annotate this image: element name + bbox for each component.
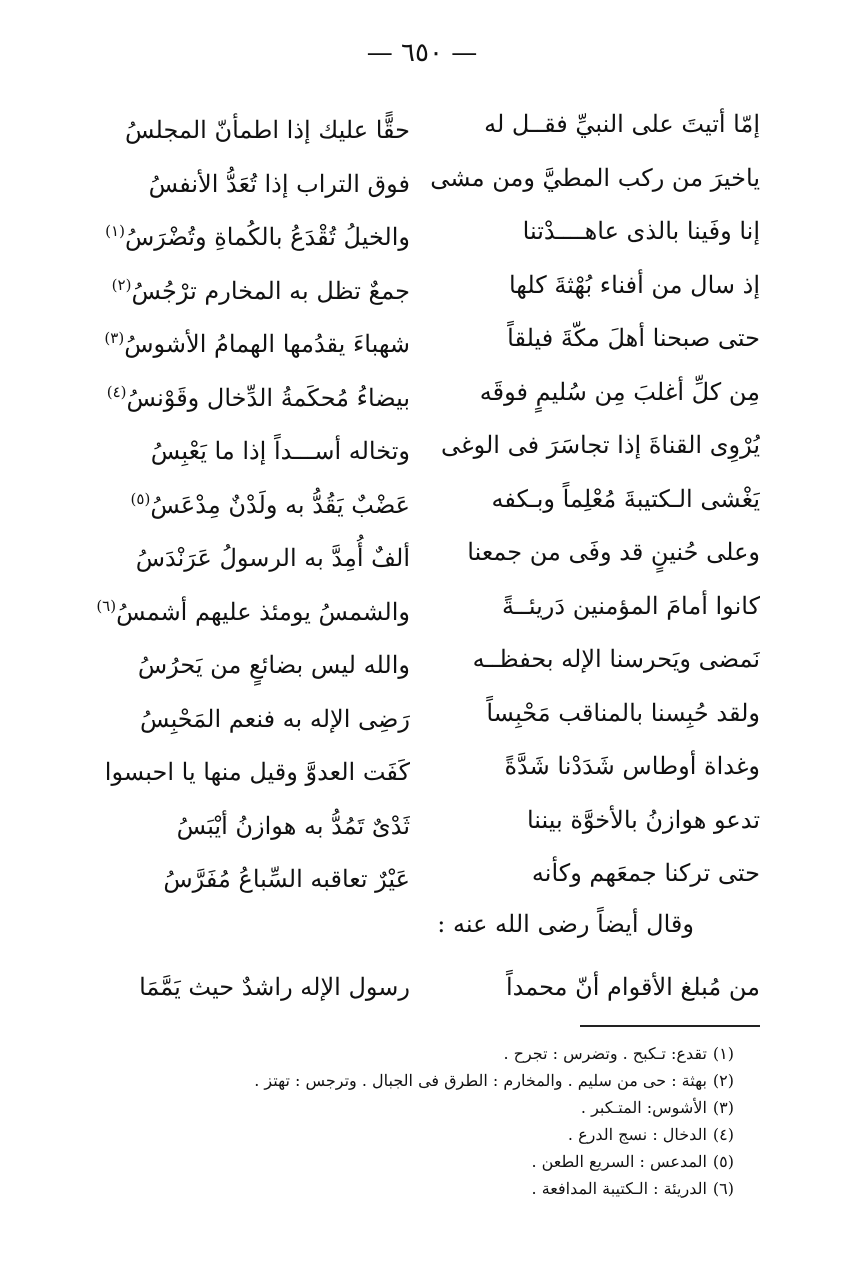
footnote-ref: (٤) xyxy=(106,382,127,401)
verse-first-hemistich: حتى صبحنا أهلَ مكّةَ فيلقاً xyxy=(507,324,760,352)
verse-first-hemistich: ولقد حُبِسنا بالمناقب مَحْبِساً xyxy=(486,698,760,727)
footnote-ref: (٥) xyxy=(130,489,151,508)
footnote-number: (٤) xyxy=(712,1125,734,1144)
hemistich-text: عَضْبٌ يَقُدُّ به ولَدْنٌ مِدْعَسُ xyxy=(150,490,410,519)
footnotes xyxy=(114,1040,734,1202)
hemistich-text: فوق التراب إذا تُعَدُّ الأنفسُ xyxy=(148,169,410,198)
hemistich-text: والشمسُ يومئذ عليهم أشمسُ xyxy=(116,597,410,626)
verse-second-hemistich xyxy=(70,205,410,265)
footnote xyxy=(114,1067,734,1094)
verse-first-hemistich: تدعو هوازنُ بالأخوَّة بيننا xyxy=(526,805,760,834)
verse-second-hemistich xyxy=(70,366,410,426)
page-number: — ٦٥٠ — xyxy=(366,38,478,68)
footnote xyxy=(114,1121,734,1148)
verse xyxy=(70,366,760,420)
verse-first-hemistich: يَغْشى الـكتيبةَ مُعْلِماً وبـكفه xyxy=(491,484,760,513)
footnote-ref: (٣) xyxy=(104,329,125,347)
verse-second-hemistich xyxy=(70,633,410,693)
footnote-number: (٥) xyxy=(712,1152,734,1171)
verse-first-hemistich: ياخيرَ من ركب المطيَّ ومن مشى xyxy=(430,163,760,192)
footnote xyxy=(114,1148,734,1175)
verse-first-hemistich: وغداة أوطاس شَدَدْنا شَدَّةً xyxy=(504,752,760,780)
footnote-number: (١) xyxy=(712,1044,734,1063)
footnote-text: تقدع: تـكبح . وتضرس : تجرح . xyxy=(503,1044,707,1063)
verse-first-hemistich: إذ سال من أفناء بُهْثةَ كلها xyxy=(508,270,760,299)
verse-second-hemistich: رسول الإله راشدٌ حيث يَمَّمَا xyxy=(139,973,410,1001)
verse xyxy=(70,960,760,1014)
hemistich-text: شهباءَ يقدُمها الهمامُ الأشوسُ xyxy=(124,330,410,358)
hemistich-text: والخيلُ تُقْدَعُ بالكُماةِ وتُضْرَسُ xyxy=(124,223,410,251)
verse-first-hemistich: مِن كلِّ أغلبَ مِن سُليمٍ فوقَه xyxy=(479,377,760,406)
verse xyxy=(70,847,760,901)
verse-second-hemistich xyxy=(70,794,410,854)
verse xyxy=(70,259,760,313)
verse-second-hemistich xyxy=(70,152,410,212)
verse-second-hemistich xyxy=(70,847,410,907)
verse-first-hemistich: نَمضى ويَحرسنا الإله بحفظــه xyxy=(472,645,760,673)
verse xyxy=(70,312,760,366)
verse-first-hemistich: إمّا أتيتَ على النبيِّ فقــل له xyxy=(484,110,760,138)
footnote-text: الأشوس: المتـكبر . xyxy=(580,1098,707,1117)
hemistich-text: ثَدْىٌ تَمُدُّ به هوازنُ أيْبَسُ xyxy=(176,811,410,840)
verse-first-hemistich: إنا وفَينا بالذى عاهــــدْتنا xyxy=(522,217,760,245)
footnote xyxy=(114,1175,734,1202)
verse-second-hemistich xyxy=(70,312,410,372)
verse-second-hemistich xyxy=(70,473,410,533)
hemistich-text: حقًّا عليك إذا اطمأنّ المجلسُ xyxy=(124,116,410,144)
verse-second-hemistich xyxy=(70,259,410,319)
footnote-number: (٦) xyxy=(712,1179,734,1198)
hemistich-text: رَضِى الإله به فنعم المَحْبِسُ xyxy=(139,704,410,733)
verse-second-hemistich xyxy=(70,419,410,479)
verse xyxy=(70,580,760,634)
footnote-text: الدريئة : الـكتيبة المدافعة . xyxy=(531,1179,707,1198)
footnote-ref: (٦) xyxy=(96,596,117,615)
poem-intro: وقال أيضاً رضى الله عنه : xyxy=(437,910,694,938)
footnote-ref: (٢) xyxy=(111,275,132,294)
verse-first-hemistich: كانوا أمامَ المؤمنين دَريئــةً xyxy=(501,591,760,620)
verse xyxy=(70,687,760,741)
hemistich-text: ألفٌ أُمِدَّ به الرسولُ عَرَنْدَسُ xyxy=(135,544,410,572)
poem xyxy=(70,98,760,901)
hemistich-text: بيضاءُ مُحكَمةُ الدِّخال وقَوْنسُ xyxy=(126,383,410,412)
verse-first-hemistich: وعلى حُنينٍ قد وفَى من جمعنا xyxy=(467,538,760,566)
hemistich-text: كَفَت العدوَّ وقيل منها يا احبسوا xyxy=(104,758,410,786)
hemistich-text: جمعٌ تظل به المخارم ترْجُسُ xyxy=(131,276,410,305)
footnote-ref: (١) xyxy=(105,222,125,240)
verse xyxy=(70,633,760,687)
verse xyxy=(70,205,760,259)
verse-second-hemistich xyxy=(70,98,410,158)
verse xyxy=(70,98,760,152)
footnote-text: المدعس : السريع الطعن . xyxy=(531,1152,707,1171)
verse-first-hemistich: يُرْوِى القناةَ إذا تجاسَرَ فى الوغى xyxy=(441,431,760,459)
hemistich-text: وتخاله أســـداً إذا ما يَعْبِسُ xyxy=(150,437,410,465)
verse xyxy=(70,526,760,580)
footnote-divider xyxy=(580,1025,760,1027)
verse xyxy=(70,794,760,848)
footnote-number: (٣) xyxy=(712,1098,734,1117)
verse-second-hemistich xyxy=(70,687,410,747)
footnote-text: بهثة : حى من سليم . والمخارم : الطرق فى الجبال . وترجس : تهتز . xyxy=(254,1071,707,1090)
verse-first-hemistich: من مُبلغ الأقوام أنّ محمداً xyxy=(506,973,760,1001)
footnote-number: (٢) xyxy=(712,1071,734,1090)
verse xyxy=(70,740,760,794)
verse-second-hemistich xyxy=(70,740,410,800)
verse xyxy=(70,152,760,206)
hemistich-text: والله ليس بضائعٍ من يَحرُسُ xyxy=(137,651,410,679)
footnote xyxy=(114,1040,734,1067)
verse-first-hemistich: حتى تركنا جمعَهم وكأنه xyxy=(531,859,760,887)
footnote-text: الدخال : نسج الدرع . xyxy=(567,1125,707,1144)
footnote xyxy=(114,1094,734,1121)
verse xyxy=(70,473,760,527)
verse xyxy=(70,419,760,473)
verse-second-hemistich xyxy=(70,526,410,586)
hemistich-text: عَيْرٌ تعاقبه السِّباعُ مُفَرَّسُ xyxy=(163,865,410,893)
verse-second-hemistich xyxy=(70,580,410,640)
